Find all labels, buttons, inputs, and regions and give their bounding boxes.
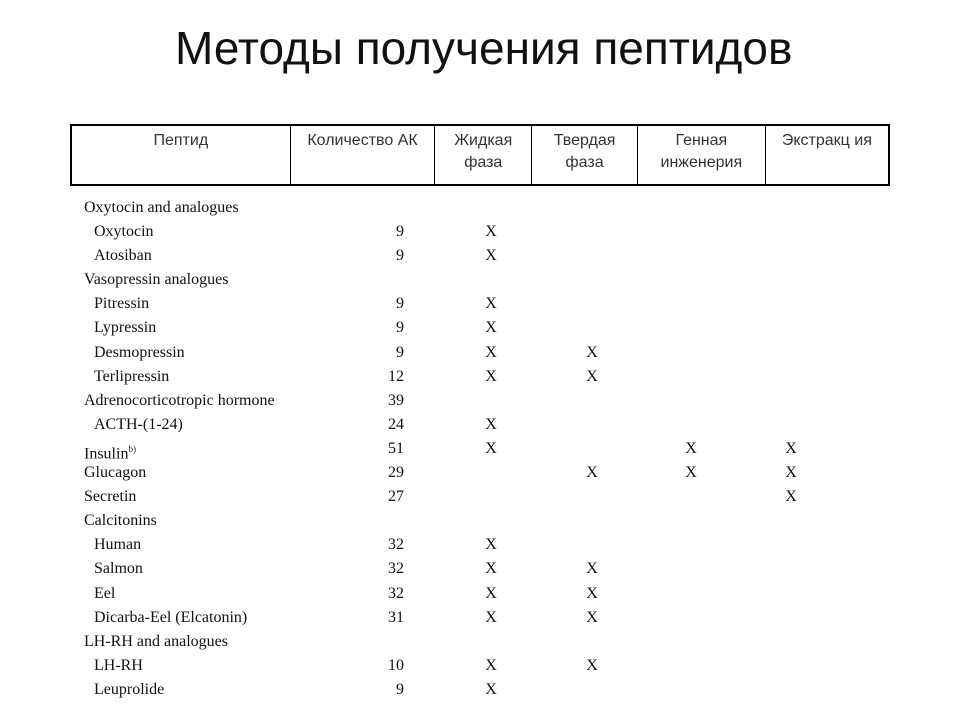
- method-mark: X: [785, 488, 797, 506]
- footnote-marker: b): [128, 443, 136, 454]
- method-mark: X: [586, 367, 598, 385]
- header-table: [70, 124, 890, 186]
- peptide-name: [94, 606, 247, 630]
- peptide-name: [84, 509, 157, 533]
- method-mark: X: [485, 295, 497, 313]
- peptide-name: [94, 557, 143, 581]
- peptide-name-text: LH-RH: [94, 656, 143, 674]
- header-genetic-engineering: Генная инженерия: [637, 125, 765, 185]
- aa-count: 9: [396, 247, 404, 265]
- aa-count: 29: [388, 464, 404, 482]
- method-mark: X: [485, 439, 497, 457]
- aa-count: 9: [396, 295, 404, 313]
- peptide-name-text: Vasopressin analogues: [84, 271, 229, 289]
- table-row: [0, 341, 960, 365]
- peptide-name-text: Pitressin: [94, 295, 150, 313]
- aa-count: 9: [396, 343, 404, 361]
- peptide-name: [84, 485, 136, 509]
- table-row: [0, 678, 960, 702]
- method-mark: X: [485, 656, 497, 674]
- table-row: [0, 316, 960, 340]
- peptide-name: [94, 220, 154, 244]
- aa-count: 39: [388, 391, 404, 409]
- peptide-name-text: Leuprolide: [94, 680, 165, 698]
- peptide-name: [94, 413, 183, 437]
- peptide-name: [84, 389, 275, 413]
- header-solid-phase: Твердая фаза: [532, 125, 638, 185]
- aa-count: 27: [388, 488, 404, 506]
- peptide-name: [84, 268, 228, 292]
- aa-count: 9: [396, 223, 404, 241]
- peptide-name-text: Secretin: [84, 488, 137, 506]
- peptide-name-text: Insulin: [84, 445, 129, 463]
- peptide-name: [94, 341, 185, 365]
- table-row: [0, 196, 960, 220]
- table-row: [0, 630, 960, 654]
- header-aa-count: Количество АК: [290, 125, 435, 185]
- method-mark: X: [785, 464, 797, 482]
- table-row: [0, 365, 960, 389]
- table-row: [0, 485, 960, 509]
- header-extraction: Экстракц ия: [765, 125, 889, 185]
- peptide-name: [84, 196, 239, 220]
- table-row: [0, 557, 960, 581]
- table-row: [0, 268, 960, 292]
- aa-count: 31: [388, 608, 404, 626]
- method-mark: X: [586, 560, 598, 578]
- table-row: [0, 437, 960, 461]
- peptide-name-text: Terlipressin: [94, 367, 170, 385]
- peptide-name: [94, 582, 115, 606]
- method-mark: X: [685, 464, 697, 482]
- header-liquid-phase: Жидкая фаза: [435, 125, 532, 185]
- table-row: [0, 582, 960, 606]
- table-row: [0, 509, 960, 533]
- method-mark: X: [485, 247, 497, 265]
- method-mark: X: [485, 343, 497, 361]
- table-row: [0, 389, 960, 413]
- peptide-name-text: Oxytocin: [94, 223, 154, 241]
- peptide-name-text: Atosiban: [94, 247, 152, 265]
- aa-count: 9: [396, 680, 404, 698]
- peptide-name: [94, 316, 156, 340]
- peptide-name: [94, 678, 164, 702]
- aa-count: 10: [388, 656, 404, 674]
- aa-count: 24: [388, 415, 404, 433]
- peptide-name: [94, 365, 169, 389]
- peptide-name: [84, 461, 146, 485]
- method-mark: X: [685, 439, 697, 457]
- peptide-name-text: Adrenocorticotropic hormone: [84, 391, 275, 409]
- peptide-name-text: Oxytocin and analogues: [84, 199, 239, 216]
- method-mark: X: [485, 608, 497, 626]
- aa-count: 32: [388, 536, 404, 554]
- method-mark: X: [586, 656, 598, 674]
- method-mark: X: [485, 319, 497, 337]
- table-row: [0, 413, 960, 437]
- aa-count: 32: [388, 584, 404, 602]
- method-mark: X: [586, 464, 598, 482]
- method-mark: X: [485, 223, 497, 241]
- peptide-list: [0, 196, 960, 702]
- method-mark: X: [485, 367, 497, 385]
- peptide-name: [94, 292, 149, 316]
- table-row: [0, 244, 960, 268]
- peptide-name-text: Dicarba-Eel (Elcatonin): [94, 608, 248, 626]
- peptide-name: [94, 244, 152, 268]
- aa-count: 12: [388, 367, 404, 385]
- table-row: [0, 533, 960, 557]
- aa-count: 9: [396, 319, 404, 337]
- peptide-name-text: ACTH-(1-24): [94, 415, 183, 433]
- method-mark: X: [586, 608, 598, 626]
- table-row: [0, 654, 960, 678]
- peptide-name: [84, 630, 228, 654]
- peptide-name-text: Human: [94, 536, 142, 554]
- table-row: [0, 461, 960, 485]
- method-mark: X: [485, 536, 497, 554]
- table-row: [0, 292, 960, 316]
- aa-count: 51: [388, 439, 404, 457]
- method-mark: X: [586, 343, 598, 361]
- method-mark: X: [485, 584, 497, 602]
- peptide-name: [94, 533, 141, 557]
- table-row: [0, 220, 960, 244]
- method-mark: X: [485, 680, 497, 698]
- method-mark: X: [785, 439, 797, 457]
- peptide-name-text: Lypressin: [94, 319, 157, 337]
- method-mark: X: [485, 415, 497, 433]
- peptide-name-text: Calcitonins: [84, 512, 157, 530]
- peptide-name-text: LH-RH and analogues: [84, 632, 228, 650]
- peptide-name-text: Glucagon: [84, 464, 147, 482]
- method-mark: X: [586, 584, 598, 602]
- method-mark: X: [485, 560, 497, 578]
- slide-title: Методы получения пептидов: [175, 22, 793, 74]
- peptide-name-text: Salmon: [94, 560, 143, 578]
- peptide-name: [94, 654, 143, 678]
- header-peptide: Пептид: [71, 125, 290, 185]
- peptide-name-text: Desmopressin: [94, 343, 185, 361]
- aa-count: 32: [388, 560, 404, 578]
- table-row: [0, 606, 960, 630]
- peptide-name-text: Eel: [94, 584, 116, 602]
